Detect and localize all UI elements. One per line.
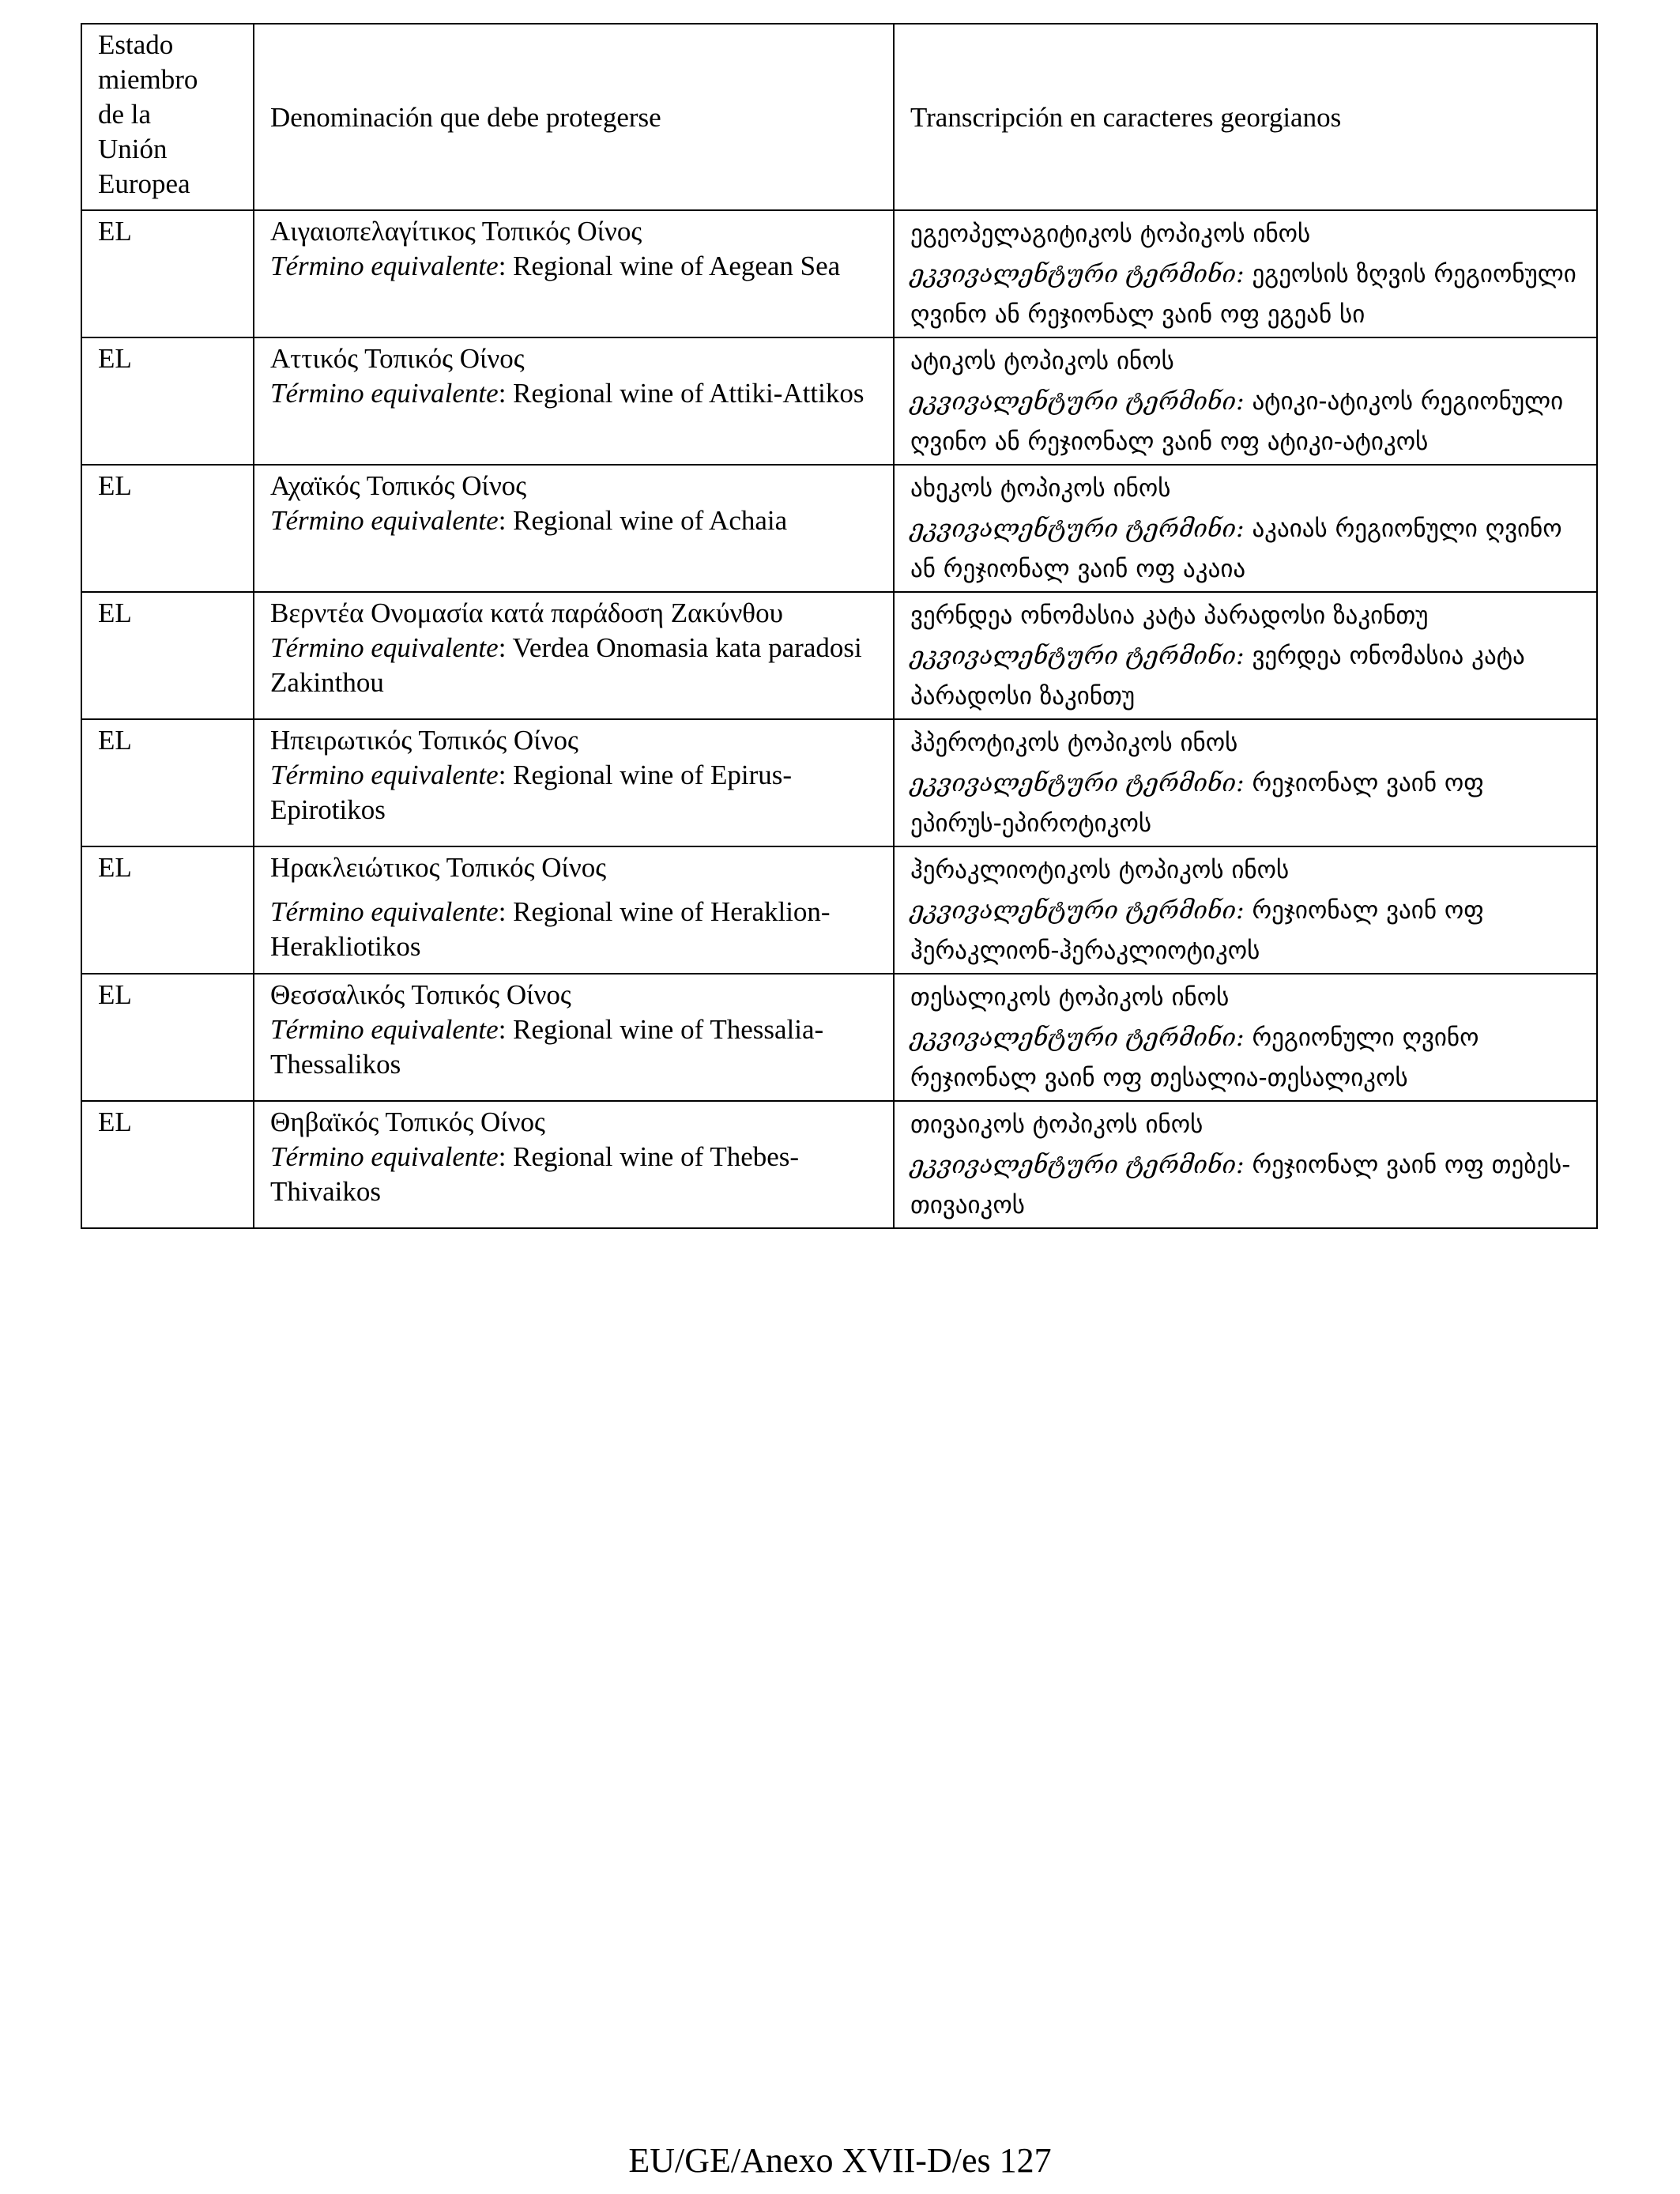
table-row <box>81 465 1597 592</box>
georgian-equivalent: ეგეოსის ზღვის რეგიონული ღვინო ან რეჯიონალ ვაინ ოფ ეგეან სი <box>910 260 1576 329</box>
georgian-equivalent: აკაიას რეგიონული ღვინო ან რეჯიონალ ვაინ ოფ აკაია <box>910 515 1562 583</box>
georgian-equivalent-label: ეკვივალენტური ტერმინი: <box>910 896 1245 925</box>
colon: : <box>498 378 514 409</box>
georgian-name: ახეკოს ტოპიკოს ინოს <box>910 474 1171 503</box>
table-header-row <box>81 24 1597 210</box>
table-row <box>81 592 1597 719</box>
colon: : <box>498 251 514 281</box>
equivalent-term-label: Término equivalente <box>270 632 499 663</box>
equivalent-term-label: Término equivalente <box>270 760 499 790</box>
member-state-cell: EL <box>81 210 254 337</box>
georgian-name: ჰპეროტიკოს ტოპიკოს ინოს <box>910 729 1238 757</box>
equivalent-term: Regional wine of Attiki-Attikos <box>513 378 864 409</box>
member-state-cell: EL <box>81 465 254 592</box>
georgian-equivalent-label: ეკვივალენტური ტერმინი: <box>910 387 1245 416</box>
table-row <box>81 210 1597 337</box>
member-state-cell: EL <box>81 719 254 846</box>
transcription-cell <box>894 337 1597 465</box>
colon: : <box>498 896 514 927</box>
equivalent-term: Regional wine of Thessalia-Thessalikos <box>270 1014 824 1080</box>
georgian-equivalent-label: ეკვივალენტური ტერმინი: <box>910 1151 1245 1179</box>
denomination-cell <box>254 337 894 465</box>
page-footer: EU/GE/Anexo XVII-D/es 127 <box>628 2141 1052 2180</box>
equivalent-term-label: Término equivalente <box>270 378 499 409</box>
equivalent-term: Regional wine of Thebes-Thivaikos <box>270 1141 800 1207</box>
equivalent-term: Regional wine of Aegean Sea <box>513 251 841 281</box>
equivalent-term: Verdea Onomasia kata paradosi Zakinthou <box>270 632 862 698</box>
georgian-equivalent: ატიკი-ატიკოს რეგიონული ღვინო ან რეჯიონალ ვაინ ოფ ატიკი-ატიკოს <box>910 387 1564 456</box>
member-state-cell: EL <box>81 337 254 465</box>
transcription-cell <box>894 465 1597 592</box>
greek-name: Αχαϊκός Τοπικός Οίνος <box>270 470 527 501</box>
header-member-state: Estado miembro de la Unión Europea <box>81 24 254 210</box>
header-transcription: Transcripción en caracteres georgianos <box>894 24 1597 210</box>
denomination-cell <box>254 846 894 974</box>
denomination-cell <box>254 210 894 337</box>
georgian-equivalent: რეგიონული ღვინო რეჯიონალ ვაინ ოფ თესალია-თესალიკოს <box>910 1023 1479 1092</box>
georgian-name: ჰერაკლიოტიკოს ტოპიკოს ინოს <box>910 856 1290 884</box>
greek-name: Θεσσαλικός Τοπικός Οίνος <box>270 979 571 1010</box>
georgian-name: ვერნდეა ონომასია კატა პარადოსი ზაკინთუ <box>910 601 1429 630</box>
transcription-cell <box>894 1101 1597 1228</box>
table-row <box>81 974 1597 1101</box>
member-state-cell: EL <box>81 1101 254 1228</box>
denomination-cell <box>254 719 894 846</box>
colon: : <box>498 505 514 536</box>
member-state-cell: EL <box>81 846 254 974</box>
colon: : <box>498 1014 514 1045</box>
gi-wine-table <box>81 23 1598 1229</box>
georgian-equivalent: რეჯიონალ ვაინ ოფ ჰერაკლიონ-ჰერაკლიოტიკოს <box>910 896 1484 965</box>
equivalent-term: Regional wine of Achaia <box>513 505 788 536</box>
member-state-cell: EL <box>81 974 254 1101</box>
greek-name: Αττικός Τοπικός Οίνος <box>270 343 525 374</box>
georgian-name: ატიკოს ტოპიკოს ინოს <box>910 347 1174 375</box>
transcription-cell <box>894 719 1597 846</box>
greek-name: Θηβαϊκός Τοπικός Οίνος <box>270 1106 545 1137</box>
greek-name: Βερντέα Ονομασία κατά παράδοση Ζακύνθου <box>270 598 783 628</box>
denomination-cell <box>254 465 894 592</box>
colon: : <box>498 1141 514 1172</box>
georgian-equivalent: რეჯიონალ ვაინ ოფ ეპირუს-ეპიროტიკოს <box>910 769 1484 838</box>
georgian-equivalent-label: ეკვივალენტური ტერმინი: <box>910 769 1245 797</box>
georgian-equivalent-label: ეკვივალენტური ტერმინი: <box>910 515 1245 543</box>
table-row <box>81 846 1597 974</box>
denomination-cell <box>254 592 894 719</box>
table-row <box>81 337 1597 465</box>
georgian-equivalent-label: ეკვივალენტური ტერმინი: <box>910 260 1245 288</box>
colon: : <box>498 760 514 790</box>
georgian-name: თესალიკოს ტოპიკოს ინოს <box>910 983 1230 1012</box>
table-row <box>81 1101 1597 1228</box>
equivalent-term-label: Término equivalente <box>270 251 499 281</box>
greek-name: Ηπειρωτικός Τοπικός Οίνος <box>270 725 578 756</box>
table-row <box>81 719 1597 846</box>
equivalent-term: Regional wine of Epirus-Epirotikos <box>270 760 793 825</box>
transcription-cell <box>894 846 1597 974</box>
greek-name: Αιγαιοπελαγίτικος Τοπικός Οίνος <box>270 216 642 247</box>
georgian-name: თივაიკოს ტოპიკოს ინოს <box>910 1110 1203 1139</box>
denomination-cell <box>254 1101 894 1228</box>
georgian-equivalent: ვერდეა ონომასია კატა პარადოსი ზაკინთუ <box>910 642 1525 711</box>
georgian-name: ეგეოპელაგიტიკოს ტოპიკოს ინოს <box>910 220 1311 248</box>
equivalent-term: Regional wine of Heraklion-Herakliotikos <box>270 896 831 962</box>
transcription-cell <box>894 592 1597 719</box>
greek-name: Ηρακλειώτικος Τοπικός Οίνος <box>270 852 607 883</box>
georgian-equivalent-label: ეკვივალენტური ტერმინი: <box>910 1023 1245 1052</box>
equivalent-term-label: Término equivalente <box>270 1141 499 1172</box>
equivalent-term-label: Término equivalente <box>270 505 499 536</box>
transcription-cell <box>894 210 1597 337</box>
equivalent-term-label: Término equivalente <box>270 896 499 927</box>
member-state-cell: EL <box>81 592 254 719</box>
spacer <box>270 885 877 895</box>
header-denomination: Denominación que debe protegerse <box>254 24 894 210</box>
colon: : <box>498 632 513 663</box>
denomination-cell <box>254 974 894 1101</box>
equivalent-term-label: Término equivalente <box>270 1014 499 1045</box>
transcription-cell <box>894 974 1597 1101</box>
georgian-equivalent: რეჯიონალ ვაინ ოფ თებეს-თივაიკოს <box>910 1151 1571 1220</box>
georgian-equivalent-label: ეკვივალენტური ტერმინი: <box>910 642 1245 670</box>
